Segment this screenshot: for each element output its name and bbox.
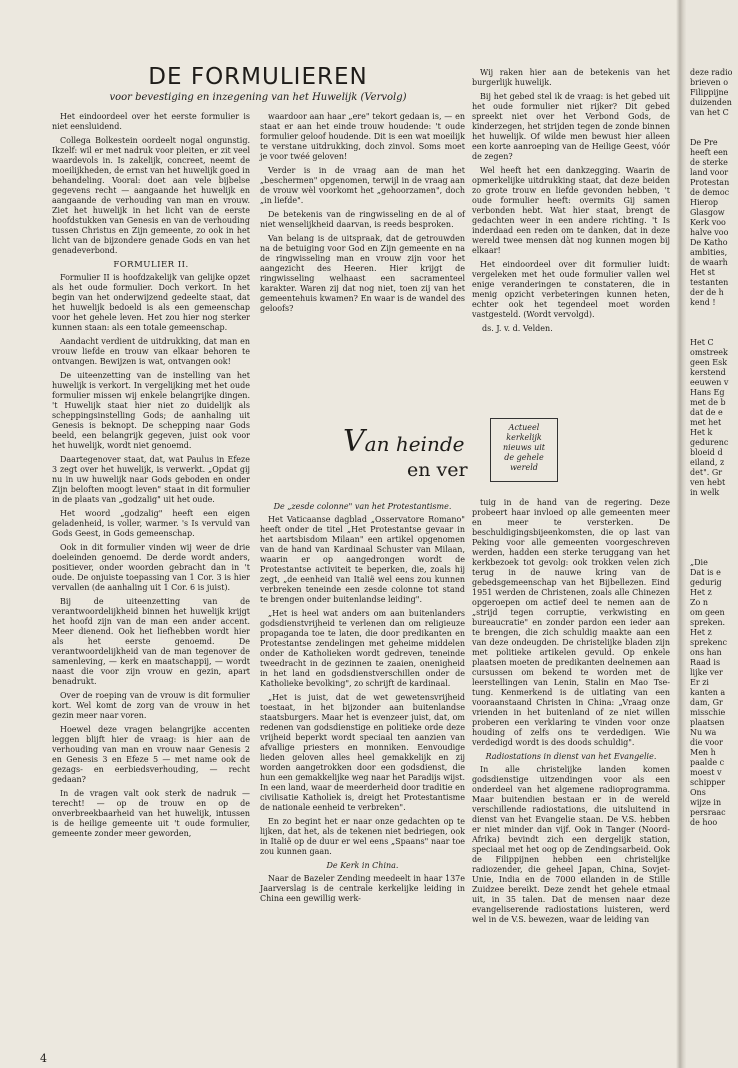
adjacent-text-line: kanten a (690, 688, 726, 697)
section-label-box (490, 418, 558, 482)
adjacent-text-line: der de h (690, 288, 724, 297)
adjacent-text-line: ons han (690, 648, 722, 657)
adjacent-text-line (690, 548, 738, 558)
paragraph: Bij de uiteenzetting van de verantwoordelijkheid binnen het huwelijk krijgt het hoofd zijn van de man een ander accent. Meer dienend. Ook het liefhebben wordt hier als het eerste genoemd. De verantwoordelijkheid van de man tegenover de samenleving, — kerk en maatschappij, — wordt naast die voor zijn vrouw en gezin, apart benadrukt. (52, 597, 250, 686)
paragraph: waardoor aan haar „ere" tekort gedaan is, — en staat er aan het einde trouw houdende: 't oude formulier geloof houdende. Dit is een wat moeilijk te verstane uitdrukking, doch zinvol. Soms moet je voor twéé geloven! (260, 112, 465, 161)
paragraph: Ook in dit formulier vinden wij weer de drie doeleinden genoemd. De derde wordt anders, positiever, onder woorden gebracht dan in 't oude. De onjuiste toepassing van 1 Cor. 3 is hier vervallen (de aanhaling uit 1 Cor. 6 is juist). (52, 543, 250, 592)
adjacent-text-line: die voor (690, 738, 723, 747)
section-title-ver: en ver (407, 459, 468, 481)
box-line: nieuws uit (502, 443, 546, 452)
adjacent-text-line (690, 528, 738, 538)
adjacent-text-line: Men h (690, 748, 716, 757)
adjacent-text-line: gedurig (690, 578, 722, 587)
adjacent-text-line: de waarh (690, 258, 728, 267)
adjacent-text-line: deze radio (690, 68, 733, 77)
subheading: De „zesde colonne" van het Protestantisme. (273, 502, 452, 511)
adjacent-text-line: eiland, z (690, 458, 725, 467)
adjacent-text-line (690, 508, 738, 518)
paragraph: Naar de Bazeler Zending meedeelt in haar 137e Jaarverslag is de centrale kerkelijke leiding in China een gewillig werk- (260, 874, 465, 903)
column-4 (260, 498, 465, 908)
paragraph: Wel heeft het een dankzegging. Waarin de opmerkelijke uitdrukking staat, dat deze beiden zo grote trouw en liefde gevonden hebben, 't oude formulier heeft: overmits Gij samen verbonden hebt. Wat hier staat, brengt de gedachten weer in een andere richting. 't Is inderdaad een reden om te danken, dat in deze wereld twee mensen dàt nog kunnen mogen bij elkaar! (472, 166, 670, 255)
adjacent-text-line: met de b (690, 398, 726, 407)
adjacent-text-line: det". Gr (690, 468, 723, 477)
box-line: kerkelijk (506, 433, 542, 442)
adjacent-text-line: Ons (690, 788, 706, 797)
paragraph: tuig in de hand van de regering. Deze probeert haar invloed op alle gemeenten meer en meer te versterken. De beschuldigingsbijeenkomsten, die op last van Peking voor alle gemeenten voorgeschreven werden, hadden een sterke teruggang van het kerkbezoek tot gevolg: ook trokken velen zich terug in de nauwe kring van de gebedsgemeenschap van het Bijbellezen. Eind 1951 werden de Christenen, zoals alle Chinezen opgeroepen om actief deel te nemen aan de „strijd tegen corruptie, verkwisting en bureaucratie" en zonder pardon een ieder aan te brengen, die zich schuldig maakte aan een van deze ondeugden. De christelijke bladen zijn met politieke artikelen gevuld. Op enkele plaatsen moeten de predikanten deelnemen aan cursussen om bekend te worden met de leerstellingen van Lenin, Stalin en Mao Tse-tung. Kenmerkend is de uitlating van een vooraanstaand Christen in China: „Vraag onze vrienden in het buitenland of ze niet willen proberen een verklaring te vinden voor onze houding of zelfs ons te verdedigen. Wie verdedigd wordt is des doods schuldig". (472, 498, 670, 747)
adjacent-text-line: moest v (690, 768, 722, 777)
adjacent-text-line: Dat is e (690, 568, 721, 577)
adjacent-text-line (690, 308, 738, 318)
adjacent-text-line: wijze in (690, 798, 722, 807)
adjacent-text-line: van het C (690, 108, 729, 117)
column-3 (472, 68, 670, 338)
subheading: De Kerk in China. (326, 861, 399, 870)
adjacent-text-line: in welk (690, 488, 720, 497)
adjacent-text-line: sprekenc (690, 638, 727, 647)
adjacent-text-line: ambities, (690, 248, 728, 257)
adjacent-text-line: plaatsen (690, 718, 725, 727)
adjacent-text-line: testanten (690, 278, 729, 287)
adjacent-text-line: Protestan (690, 178, 730, 187)
paragraph: Daartegenover staat, dat, wat Paulus in Efeze 3 zegt over het huwelijk, is verwerkt. „Opdat gij nu in uw huwelijk naar Gods geboden en onder Zijn beloften moogt leven" staat in dit formulier in de plaats van „godzalig" uit het oude. (52, 455, 250, 504)
adjacent-text-line (690, 318, 738, 328)
paragraph: Het woord „godzalig" heeft een eigen geladenheid, is voller, warmer. 's Is vervuld van Gods Geest, in Gods gemeenschap. (52, 509, 250, 538)
article-header (52, 64, 464, 104)
paragraph: Aandacht verdient de uitdrukking, dat man en vrouw liefde en trouw van elkaar behoren te ontvangen. Bewijzen is wat, ontvangen ook! (52, 337, 250, 366)
adjacent-text-line (690, 538, 738, 548)
adjacent-text-line: Het st (690, 268, 715, 277)
paragraph: In de vragen valt ook sterk de nadruk — terecht! — op de trouw en op de onverbreekbaarheid van het huwelijk, intussen is de heilige gemeente uit 't oude formulier, gemeente zonder meer geworden, (52, 789, 250, 838)
drop-letter: V (343, 424, 365, 459)
adjacent-text-line: „Die (690, 558, 708, 567)
adjacent-text-line: de hoo (690, 818, 718, 827)
adjacent-text-line: brieven o (690, 78, 729, 87)
adjacent-text-line (690, 518, 738, 528)
adjacent-text-line: Hans Eg (690, 388, 725, 397)
adjacent-text-line: misschie (690, 708, 726, 717)
adjacent-text-line: eeuwen v (690, 378, 729, 387)
adjacent-text-line: lijke ver (690, 668, 723, 677)
adjacent-text-line: persraac (690, 808, 726, 817)
paragraph: Collega Bolkestein oordeelt nogal ongunstig. Ikzelf: wil er met nadruk voor pleiten, er zit veel waardevols in. Is zakelijk, concreet, neemt de moeilijkheden, de ernst van het huwelijk goed in behandeling. Vooral: doet aan vele bijbelse gegevens recht — aangaande het huwelijk en aangaande de verhouding van man en vrouw. Ziet het huwelijk in het licht van de eerste hoofdstukken van Genesis en van de verhouding tussen Christus en Zijn gemeente, zo ook in het licht van de bijzondere genade Gods en van het genadeverbond. (52, 136, 250, 255)
paragraph: Verder is in de vraag aan de man het „beschermen" opgenomen, terwijl in de vraag aan de vrouw wèl voorkomt het „gehoorzamen", doch „in liefde". (260, 166, 465, 205)
adjacent-text-line: kend ! (690, 298, 716, 307)
adjacent-text-line: Glasgow (690, 208, 725, 217)
adjacent-text-line: spreken. (690, 618, 726, 627)
paragraph: In alle christelijke landen komen godsdienstige uitzendingen voor als een onderdeel van het algemene radioprogramma. Maar buitendien bestaan er in de wereld verschillende radiostations, die uitsluitend in dienst van het Evangelie staan. De V.S. hebben er niet minder dan vijf. Ook in Tanger (Noord-Afrika) bevindt zich een dergelijk station, speciaal met het oog op de Zendingsarbeid. Ook de Filippijnen hebben een christelijke radiozender, die geheel Japan, China, Sovjet-Unie, India en de 7000 eilanden in de Stille Zuidzee bereikt. Deze zendt het gehele etmaal uit, in 35 talen. Dat de mensen naar deze evangeliserende radiostations luisteren, werd wel in de V.S. bewezen, waar de leiding van (472, 765, 670, 924)
adjacent-text-line: halve voo (690, 228, 729, 237)
adjacent-text-line: De Katho (690, 238, 728, 247)
article-title: DE FORMULIEREN (148, 64, 368, 90)
paragraph: Bij het gebed stel ik de vraag: is het gebed uit het oude formulier niet rijker? Dit gebed spreekt niet over het Verbond Gods, de kinderzegen, het strijden tegen de zonde binnen het huwelijk. Of wilde men bewust hier alleen een korte aanroeping van de Heilige Geest, vóór de zegen? (472, 92, 670, 161)
adjacent-text-line: heeft een (690, 148, 728, 157)
column-2 (260, 112, 465, 318)
adjacent-text-line: ven hebt (690, 478, 726, 487)
paragraph: Wij raken hier aan de betekenis van het burgerlijk huwelijk. (472, 68, 670, 87)
adjacent-page-strip (686, 0, 738, 1068)
page-number: 4 (40, 1052, 47, 1065)
paragraph: De uiteenzetting van de instelling van het huwelijk is verkort. In vergelijking met het oude formulier missen wij enkele belangrijke dingen. 't Huwelijk staat hier niet zo duidelijk als scheppingsinstelling Gods; de aanhaling uit Genesis is beknopt. De schepping naar Gods beeld, een belangrijk gegeven, juist ook voor het huwelijk, wordt niet genoemd. (52, 371, 250, 450)
adjacent-text-line (690, 498, 738, 508)
adjacent-text-line: Het z (690, 628, 712, 637)
paragraph: „Het is juist, dat de wet gewetensvrijheid toestaat, in het bijzonder aan buitenlandse staatsburgers. Maar het is evenzeer juist, dat, om redenen van godsdienstige en politieke orde deze vrijheid beperkt wordt speciaal ten aanzien van afvallige priesters en monniken. Eenvoudige lieden geloven alles heel gemakkelijk en zij worden aangetrokken door een godsdienst, die hun een gemakkelijke weg naar het Paradijs wijst. In een land, waar de meerderheid door traditie en civilisatie Katholiek is, dreigt het Protestantisme de nationale eenheid te verbreken". (260, 693, 465, 812)
adjacent-page-text (686, 0, 738, 828)
adjacent-text-line: Hierop (690, 198, 719, 207)
adjacent-text-line: dam, Gr (690, 698, 723, 707)
article-subtitle: voor bevestiging en inzegening van het Huwelijk (Vervolg) (109, 92, 407, 103)
box-line: Actueel (508, 423, 540, 432)
adjacent-text-line: dat de e (690, 408, 723, 417)
adjacent-text-line: De Pre (690, 138, 718, 147)
adjacent-text-line: Kerk voo (690, 218, 726, 227)
title-rest: an heinde (364, 432, 465, 456)
paragraph: Over de roeping van de vrouw is dit formulier kort. Wel komt de zorg van de vrouw in het gezin meer naar voren. (52, 691, 250, 720)
adjacent-text-line: de democ (690, 188, 730, 197)
adjacent-text-line (690, 118, 738, 128)
adjacent-text-line: duizenden (690, 98, 732, 107)
adjacent-text-line: de sterke (690, 158, 728, 167)
adjacent-text-line: gedurenc (690, 438, 729, 447)
paragraph: Hoewel deze vragen belangrijke accenten leggen blijft hier de vraag: is hier aan de verhouding van man en vrouw naar Genesis 2 en Genesis 3 en Efeze 5 — met name ook de gezags- en eerbiedsverhouding, — recht gedaan? (52, 725, 250, 784)
paragraph: „Het is heel wat anders om aan buitenlanders godsdienstvrijheid te verlenen dan om religieuze propaganda toe te laten, die door predikanten en Protestantse zendelingen met geheime middelen onder de Katholieken wordt gedreven, teneinde tweedracht in de gezinnen te zaaien, onenigheid in het land en godsdienstverschillen onder de Katholieke bevolking", zo schrijft de kardinaal. (260, 609, 465, 688)
van-heinde-en-ver-heading (325, 408, 665, 493)
adjacent-text-line: Er zi (690, 678, 709, 687)
section-heading: FORMULIER II. (113, 260, 189, 270)
adjacent-text-line: omstreek (690, 348, 728, 357)
adjacent-text-line: Nu wa (690, 728, 717, 737)
adjacent-text-line: Raad is (690, 658, 721, 667)
paragraph: Van belang is de uitspraak, dat de getrouwden na de betuiging voor God en Zijn gemeente en na de ringwisseling man en vrouw zijn voor het aangezicht des Heeren. Hier krijgt de ringwisseling welhaast een sacramenteel karakter. Waren zij dat nog niet, toen zij van het gemeentehuis kwamen? En waar is de wandel des geloofs? (260, 234, 465, 313)
adjacent-text-line (690, 128, 738, 138)
paragraph: De betekenis van de ringwisseling en de al of niet wenselijkheid daarvan, is reeds besproken. (260, 210, 465, 229)
column-5 (472, 498, 670, 929)
adjacent-text-line: om geen (690, 608, 725, 617)
paragraph: Formulier II is hoofdzakelijk van gelijke opzet als het oude formulier. Doch verkort. In het begin van het onderwijzend gedeelte staat, dat het huwelijk bedoeld is als een gemeenschap voor het gehele leven. Het zou hier nog sterker kunnen staan: als een totale gemeenschap. (52, 273, 250, 332)
adjacent-text-line: Filippijne (690, 88, 729, 97)
section-title-script (343, 424, 464, 459)
adjacent-text-line: Het C (690, 338, 714, 347)
box-line: wereld (510, 463, 538, 472)
adjacent-text-line: met het (690, 418, 722, 427)
subheading: Radiostations in dienst van het Evangelie. (485, 752, 657, 761)
paragraph: Het eindoordeel over het eerste formulier is niet eensluidend. (52, 112, 250, 131)
adjacent-text-line: paalde c (690, 758, 725, 767)
column-1 (52, 112, 250, 843)
adjacent-text-line: geen Esk (690, 358, 728, 367)
paragraph: Het eindoordeel over dit formulier luidt: vergeleken met het oude formulier vallen wel enige veranderingen te constateren, die in menig opzicht verbeteringen kunnen heten, echter ook het tegendeel moet worden vastgesteld. (Wordt vervolgd). (472, 260, 670, 319)
adjacent-text-line: kerstend (690, 368, 726, 377)
adjacent-text-line: bloeid d (690, 448, 723, 457)
paragraph: En zo begint het er naar onze gedachten op te lijken, dat het, als de tekenen niet bedriegen, ook in Italië op de duur er wel eens „Spaans" naar toe zou kunnen gaan. (260, 817, 465, 856)
adjacent-text-line: land voor (690, 168, 729, 177)
paragraph: Het Vaticaanse dagblad „Osservatore Romano" heeft onder de titel „Het Protestantse gevaar in het aartsbisdom Milaan" een artikel opgenomen van de hand van Kardinaal Schuster van Milaan, waarin er op aangedrongen wordt de Protestantse activiteit te beperken, die, zoals hij zegt, „de eenheid van Italië wel eens zou kunnen verbreken teneinde een zesde colonne tot stand te brengen onder buitenlandse leiding". (260, 515, 465, 604)
adjacent-text-line: Zo n (690, 598, 709, 607)
adjacent-text-line: Het z (690, 588, 712, 597)
adjacent-text-line (690, 328, 738, 338)
page-fold (676, 0, 686, 1068)
box-line: de gehele (504, 453, 544, 462)
adjacent-text-line: schipper (690, 778, 726, 787)
adjacent-text-line: Het k (690, 428, 713, 437)
author-signature: ds. J. v. d. Velden. (482, 324, 553, 333)
